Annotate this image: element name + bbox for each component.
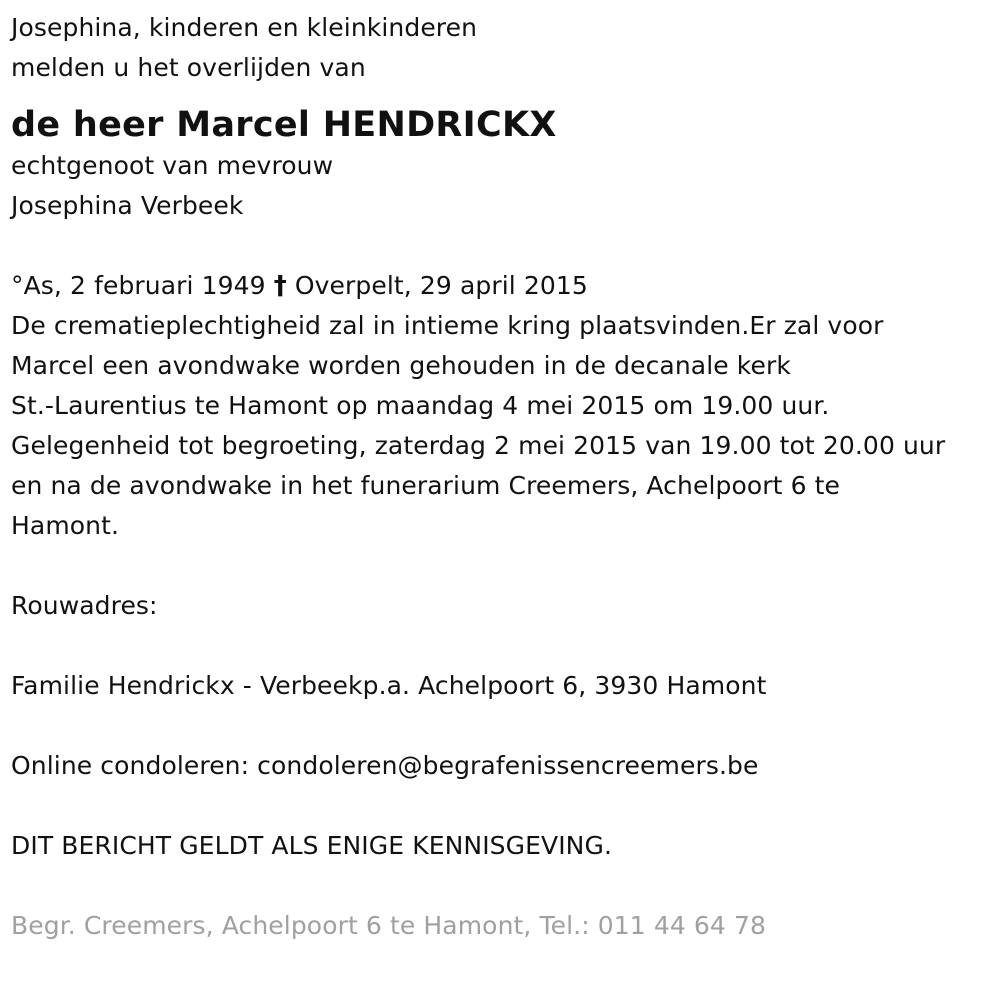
spacer — [11, 626, 996, 666]
intro-line-1: Josephina, kinderen en kleinkinderen — [11, 13, 478, 42]
spouse-line-1: echtgenoot van mevrouw — [11, 151, 334, 180]
online-condolences: Online condoleren: condoleren@begrafenissencreemers.be — [11, 751, 759, 780]
funeral-home-footer: Begr. Creemers, Achelpoort 6 te Hamont, Tel.: 011 44 64 78 — [11, 911, 766, 940]
ceremony-line: en na de avondwake in het funerarium Creemers, Achelpoort 6 te — [11, 471, 841, 500]
spacer — [11, 546, 996, 586]
mourning-address-label: Rouwadres: — [11, 591, 158, 620]
dates-line — [11, 266, 996, 306]
spouse-line-2: Josephina Verbeek — [11, 191, 244, 220]
deceased-name: de heer Marcel HENDRICKX — [11, 105, 557, 145]
notice-statement: DIT BERICHT GELDT ALS ENIGE KENNISGEVING. — [11, 831, 612, 860]
death-notice — [11, 8, 996, 946]
ceremony-line: Gelegenheid tot begroeting, zaterdag 2 mei 2015 van 19.00 tot 20.00 uur — [11, 431, 946, 460]
ceremony-line: Marcel een avondwake worden gehouden in de decanale kerk — [11, 351, 791, 380]
cross-icon: † — [273, 271, 287, 301]
ceremony-line: Hamont. — [11, 511, 120, 540]
birth-date: °As, 2 februari 1949 — [11, 271, 266, 300]
spacer — [11, 786, 996, 826]
ceremony-line: St.-Laurentius te Hamont op maandag 4 mei 2015 om 19.00 uur. — [11, 391, 830, 420]
ceremony-line: De crematieplechtigheid zal in intieme kring plaatsvinden.Er zal voor — [11, 311, 884, 340]
intro-line-2: melden u het overlijden van — [11, 53, 366, 82]
spacer — [11, 706, 996, 746]
death-date: Overpelt, 29 april 2015 — [294, 271, 588, 300]
spacer — [11, 226, 996, 266]
mourning-address: Familie Hendrickx - Verbeekp.a. Achelpoort 6, 3930 Hamont — [11, 671, 767, 700]
spacer — [11, 866, 996, 906]
